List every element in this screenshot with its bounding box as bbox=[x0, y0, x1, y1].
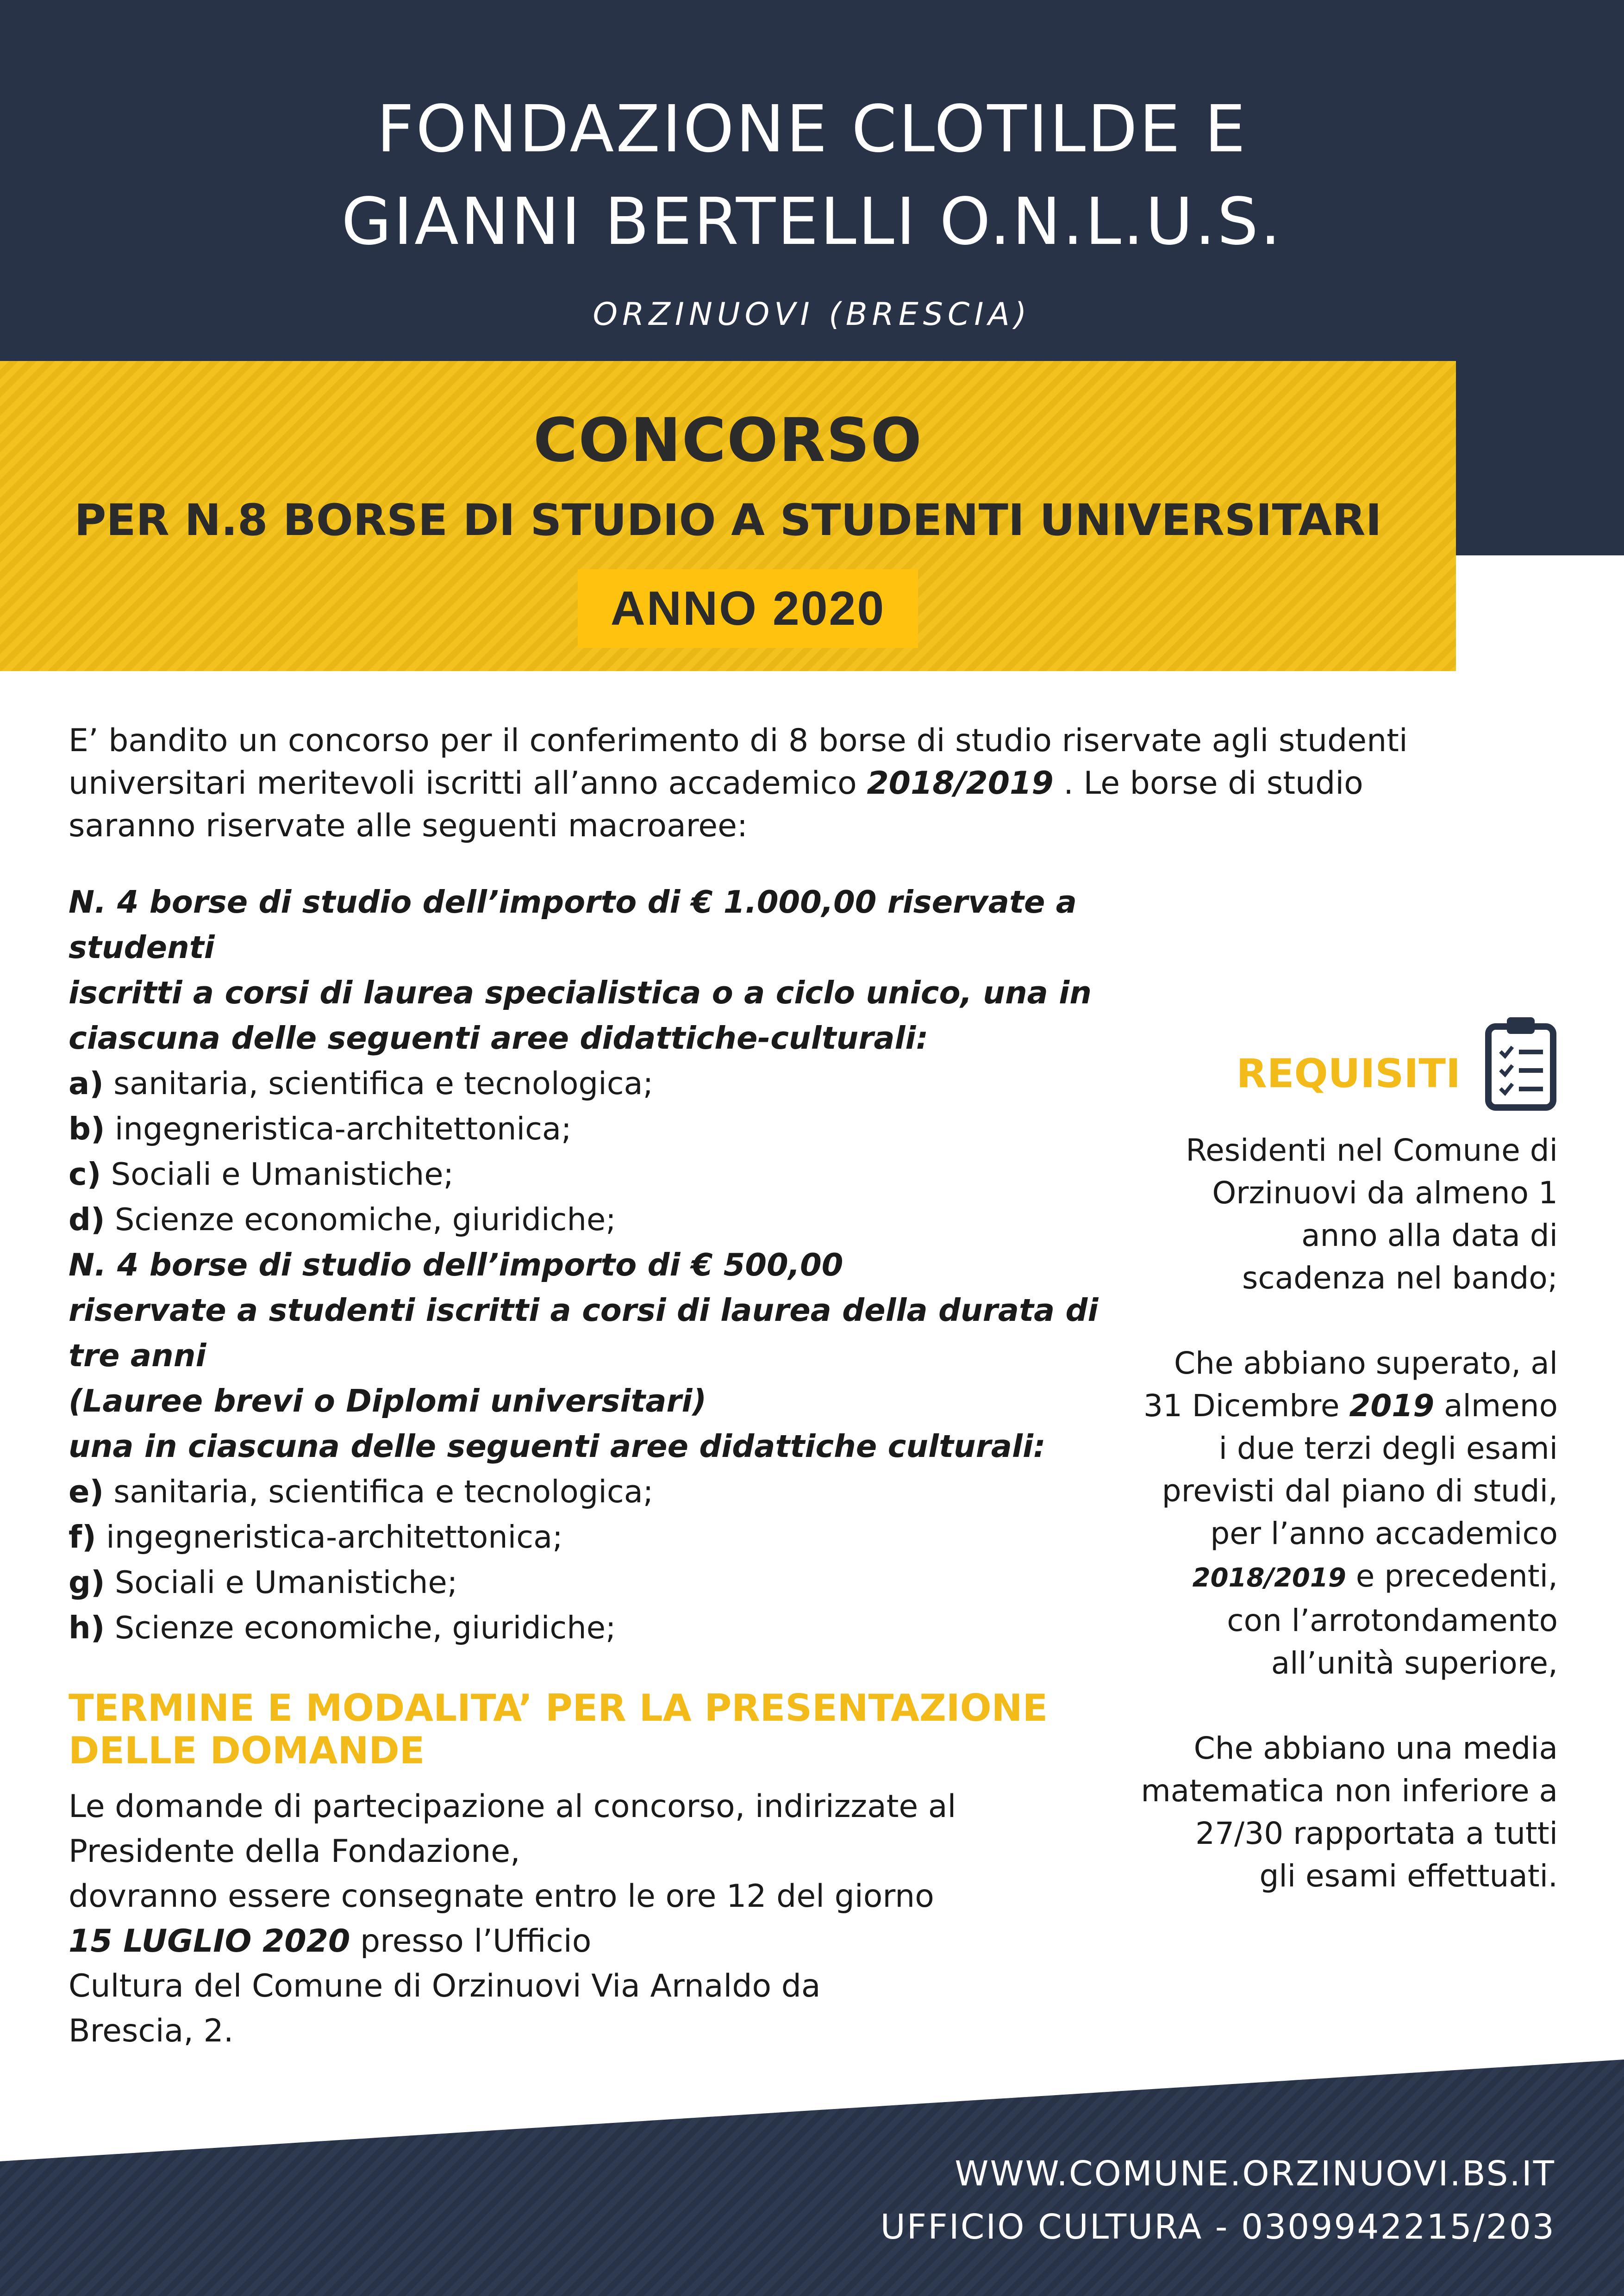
req-line: scadenza nel bando; bbox=[1242, 1260, 1558, 1296]
list-item-letter: d) bbox=[69, 1201, 105, 1238]
termine-line: Le domande di partecipazione al concorso, indirizzate al bbox=[69, 1788, 956, 1825]
termine-line: Brescia, 2. bbox=[69, 2013, 234, 2049]
list-item bbox=[69, 1151, 994, 1197]
requisiti-title: REQUISITI bbox=[1236, 1051, 1461, 1097]
group1-line: N. 4 borse di studio dell’importo di € 1.000,00 riservate a bbox=[69, 884, 1077, 920]
list-item-text: ingegneristica-architettonica; bbox=[96, 1519, 563, 1555]
termine-heading bbox=[69, 1686, 1048, 1772]
group2-line: una in ciascuna delle seguenti aree didattiche culturali: bbox=[69, 1428, 1046, 1464]
list-item-text: ingegneristica-architettonica; bbox=[105, 1111, 572, 1147]
list-item bbox=[69, 1469, 994, 1514]
group1-line: studenti bbox=[69, 929, 215, 965]
termine-line: Cultura del Comune di Orzinuovi Via Arnaldo da bbox=[69, 1968, 821, 2004]
list-item-letter: e) bbox=[69, 1474, 104, 1510]
req-academic-year: 2018/2019 bbox=[1192, 1563, 1346, 1593]
list-item bbox=[69, 1197, 994, 1242]
intro-text-part1: E’ bandito un concorso per il conferimento di 8 borse di studio riservate agli studenti universitari meritevoli iscritti all’anno accademico bbox=[69, 722, 1408, 802]
req-line: all’unità superiore, bbox=[1271, 1645, 1558, 1681]
req-year: 2019 bbox=[1349, 1388, 1435, 1424]
req-line: Residenti nel Comune di bbox=[1186, 1132, 1558, 1168]
header bbox=[0, 83, 1624, 333]
list-item bbox=[69, 1514, 994, 1560]
termine-line-rest: presso l’Ufficio bbox=[350, 1923, 592, 1960]
foundation-name-line1: FONDAZIONE CLOTILDE E bbox=[376, 92, 1248, 167]
list-item-text: Scienze economiche, giuridiche; bbox=[105, 1201, 616, 1238]
list-item-letter: g) bbox=[69, 1564, 105, 1600]
list-item bbox=[69, 1106, 994, 1151]
termine-body bbox=[69, 1784, 994, 2053]
req-line: Che abbiano superato, al bbox=[1174, 1345, 1558, 1381]
scholarships-section bbox=[69, 879, 1099, 1650]
list-item-text: Scienze economiche, giuridiche; bbox=[105, 1610, 616, 1646]
year-badge: ANNO 2020 bbox=[578, 569, 918, 648]
req-line bbox=[1065, 1555, 1558, 1599]
requisiti-text bbox=[1065, 1129, 1558, 1898]
list-item-letter: c) bbox=[69, 1156, 101, 1192]
req-line: previsti dal piano di studi, bbox=[1162, 1473, 1558, 1509]
req-line bbox=[1065, 1385, 1558, 1427]
group2-line: tre anni bbox=[69, 1338, 206, 1374]
list-item-letter: a) bbox=[69, 1065, 104, 1101]
intro-academic-year: 2018/2019 bbox=[867, 765, 1054, 802]
list-item-letter: f) bbox=[69, 1519, 96, 1555]
list-item-text: Sociali e Umanistiche; bbox=[105, 1564, 458, 1600]
termine-line bbox=[69, 1919, 994, 1964]
group2-line: riservate a studenti iscritti a corsi di laurea della durata di bbox=[69, 1292, 1099, 1328]
req-line: Che abbiano una media bbox=[1193, 1730, 1558, 1766]
banner-subtitle: PER N.8 BORSE DI STUDIO A STUDENTI UNIVERSITARI bbox=[74, 495, 1382, 546]
list-item-text: sanitaria, scientifica e tecnologica; bbox=[103, 1065, 654, 1101]
header-band-cutout bbox=[1456, 555, 1624, 671]
footer-contacts bbox=[881, 2147, 1555, 2254]
spacer bbox=[1065, 1300, 1558, 1342]
req-line: 27/30 rapportata a tutti bbox=[1195, 1816, 1558, 1851]
footer-website-link[interactable]: WWW.COMUNE.ORZINUOVI.BS.IT bbox=[955, 2154, 1555, 2194]
list-item bbox=[69, 1061, 994, 1106]
group2-line: N. 4 borse di studio dell’importo di € 500,00 bbox=[69, 1247, 843, 1283]
list-item-text: sanitaria, scientifica e tecnologica; bbox=[104, 1474, 654, 1510]
req-text-part: e precedenti, bbox=[1346, 1558, 1558, 1594]
list-item-letter: h) bbox=[69, 1610, 105, 1646]
group1-line: ciascuna delle seguenti aree didattiche-culturali: bbox=[69, 1020, 929, 1056]
termine-line: Presidente della Fondazione, bbox=[69, 1833, 520, 1870]
group1-line: iscritti a corsi di laurea specialistica o a ciclo unico, una in bbox=[69, 975, 1092, 1011]
foundation-name-line2: GIANNI BERTELLI O.N.L.U.S. bbox=[341, 184, 1283, 260]
req-line: matematica non inferiore a bbox=[1141, 1773, 1558, 1809]
footer-office-phone: UFFICIO CULTURA - 0309942215/203 bbox=[880, 2207, 1555, 2247]
req-line: gli esami effettuati. bbox=[1259, 1858, 1558, 1894]
termine-heading-line1: TERMINE E MODALITA’ PER LA PRESENTAZIONE bbox=[69, 1686, 1048, 1730]
req-line: anno alla data di bbox=[1301, 1218, 1558, 1253]
req-line: per l’anno accademico bbox=[1210, 1516, 1558, 1551]
termine-heading-line2: DELLE DOMANDE bbox=[69, 1729, 425, 1772]
req-text-part: almeno bbox=[1434, 1388, 1558, 1424]
intro-paragraph bbox=[69, 720, 1457, 847]
banner-title: CONCORSO bbox=[533, 405, 923, 475]
title-banner bbox=[0, 361, 1456, 671]
deadline-date: 15 LUGLIO 2020 bbox=[69, 1923, 350, 1960]
spacer bbox=[1065, 1685, 1558, 1727]
list-item-text: Sociali e Umanistiche; bbox=[101, 1156, 454, 1192]
group2-line: (Lauree brevi o Diplomi universitari) bbox=[69, 1383, 707, 1419]
req-line: i due terzi degli esami bbox=[1218, 1431, 1558, 1466]
req-line: Orzinuovi da almeno 1 bbox=[1212, 1175, 1558, 1211]
foundation-location: ORZINUOVI (BRESCIA) bbox=[593, 296, 1031, 333]
list-item-letter: b) bbox=[69, 1111, 105, 1147]
termine-line: dovranno essere consegnate entro le ore 12 del giorno bbox=[69, 1878, 934, 1915]
req-line: con l’arrotondamento bbox=[1227, 1603, 1558, 1638]
clipboard-checklist-icon bbox=[1484, 1014, 1558, 1111]
list-item bbox=[69, 1560, 994, 1605]
req-text-part: 31 Dicembre bbox=[1143, 1388, 1349, 1424]
list-item bbox=[69, 1605, 994, 1650]
intro-text-part2: . Le borse di studio saranno riservate alle seguenti macroaree: bbox=[69, 765, 1363, 844]
